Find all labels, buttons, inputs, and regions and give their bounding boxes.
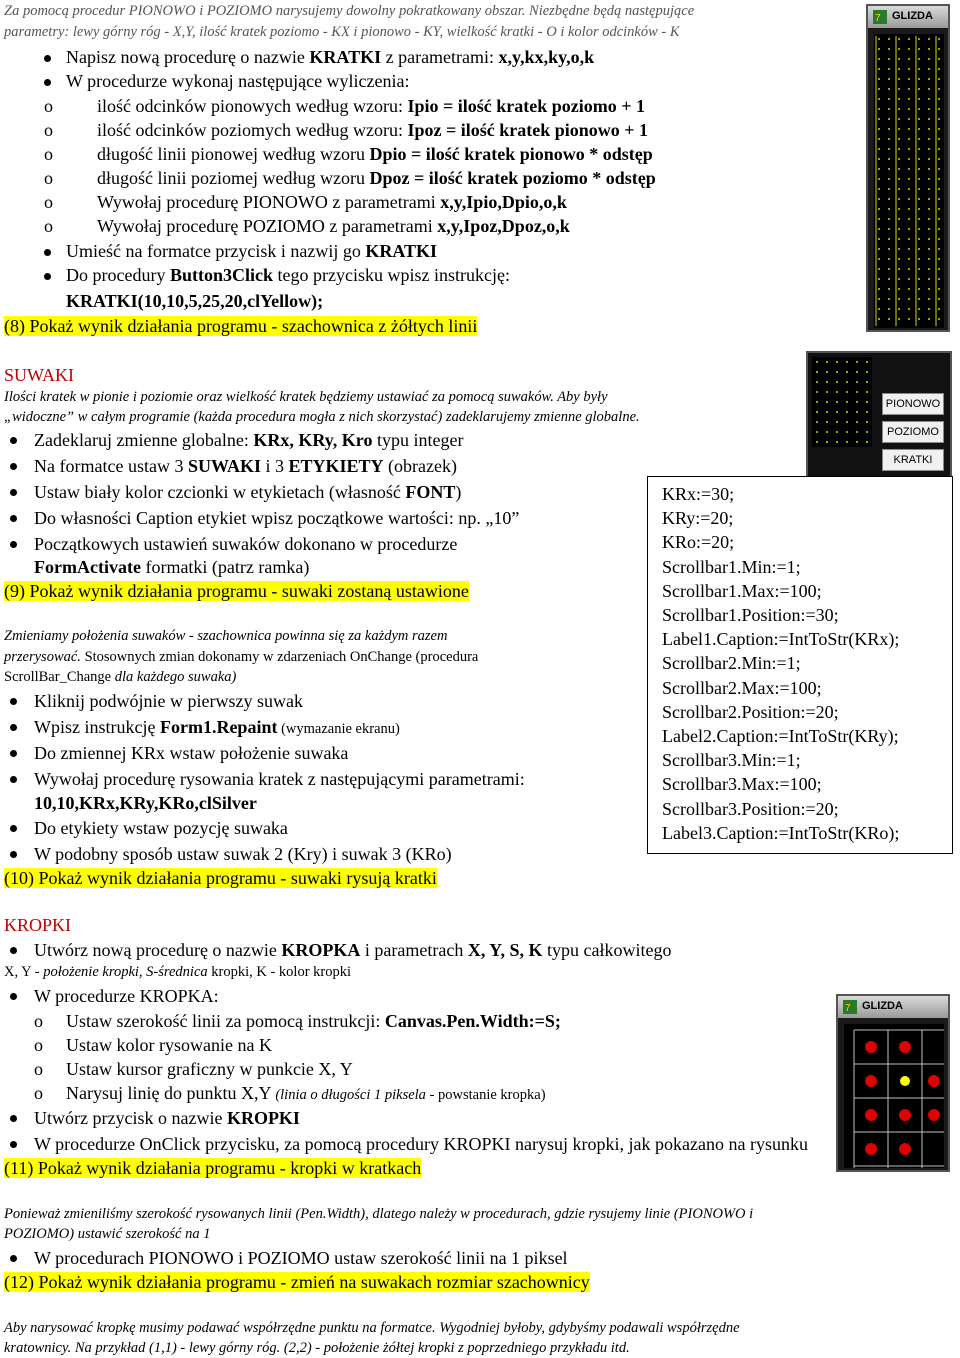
s3-result: (11) Pokaż wynik działania programu - kropki w kratkach [4,1158,422,1178]
s3-info-1: Ponieważ zmieniliśmy szerokość rysowanych linii (Pen.Width), dlatego należy w procedurach, gdzie rysujemy linie (PIONOWO i [4,1206,754,1222]
kropki-heading: KROPKI [4,915,72,935]
bullet-icon [44,273,51,280]
s1-sub-4: długość linii poziomej według wzoru Dpoz = ilość kratek poziomo * odstęp [97,168,656,188]
s3-sub-3: Ustaw kursor graficzny w punkcie X, Y [66,1059,353,1079]
s3-footer-2: kratownicy. Na przykład (1,1) - lewy górny róg. (2,2) - położenie żółtej kropki z poprzedniego przykładu itd. [4,1340,630,1356]
bullet-icon [10,993,17,1000]
s2-step-1: Kliknij podwójnie w pierwszy suwak [34,691,303,711]
bullet-icon [10,947,17,954]
s1-sub-1: ilość odcinków pionowych według wzoru: Ipio = ilość kratek poziomo + 1 [97,96,645,116]
s1-sub-3: długość linii pionowej według wzoru Dpio = ilość kratek pionowo * odstęp [97,144,653,164]
s2-note-1: Zmieniamy położenia suwaków - szachownica powinna się za każdym razem [4,628,448,644]
svg-text:7: 7 [875,13,881,24]
bullet-icon [44,55,51,62]
bullet-icon [10,1115,17,1122]
glizda-window [866,4,950,332]
code-line: KRo:=20; [662,532,735,553]
s3-item-5: W procedurach PIONOWO i POZIOMO ustaw szerokość linii na 1 piksel [34,1248,568,1268]
s1-item-3: Umieść na formatce przycisk i nazwij go KRATKI [66,241,438,261]
s3-note-1: X, Y - położenie kropki, S-średnica kropki, K - kolor kropki [4,964,352,980]
s2-note-2: przerysować. Stosownych zmian dokonamy w zdarzeniach OnChange (procedura [4,649,479,665]
s2-step-6: W podobny sposób ustaw suwak 2 (Kry) i suwak 3 (KRo) [34,844,452,864]
code-line: Label2.Caption:=IntToStr(KRy); [662,726,899,746]
code-line: Scrollbar1.Position:=30; [662,605,839,625]
bullet-icon [10,437,17,444]
s1-sub-2: ilość odcinków poziomych według wzoru: Ipoz = ilość kratek pionowo + 1 [97,120,648,140]
bullet-icon [10,825,17,832]
code-line: KRx:=30; [662,484,735,504]
code-line: Label3.Caption:=IntToStr(KRo); [662,822,900,843]
s2-item-3: Ustaw biały kolor czcionki w etykietach (własność FONT) [34,482,462,502]
s3-sub-4: Narysuj linię do punktu X,Y (linia o długości 1 piksela - powstanie kropka) [66,1083,546,1103]
code-line: Scrollbar3.Max:=100; [662,774,822,795]
s1-sub-6: Wywołaj procedurę POZIOMO z parametrami x,y,Ipoz,Dpoz,o,k [97,216,570,236]
s3-item-3: Utwórz przycisk o nazwie KROPKI [34,1108,300,1128]
s1-code: KRATKI(10,10,5,25,20,clYellow); [66,291,324,311]
dots-canvas [844,1024,944,1168]
glizda-dots-window [836,994,950,1172]
s2-item-2: Na formatce ustaw 3 SUWAKI i 3 ETYKIETY (obrazek) [34,456,457,476]
bullet-icon [10,489,17,496]
s2-item-4: Do własności Caption etykiet wpisz początkowe wartości: np. „10” [34,508,520,528]
bullet-icon [10,776,17,783]
window-title: GLIZDA [892,10,933,22]
code-line: Scrollbar3.Position:=20; [662,798,839,819]
s3-result-2: (12) Pokaż wynik działania programu - zmień na suwakach rozmiar szachownicy [4,1272,590,1292]
grid-canvas [874,34,944,328]
intro-line-1: Za pomocą procedur PIONOWO i POZIOMO narysujemy dowolny pokratkowany obszar. Niezbędne będą następujące [4,3,695,19]
bullet-icon [44,79,51,86]
s3-sub-1: Ustaw szerokość linii za pomocą instrukcji: Canvas.Pen.Width:=S; [66,1011,561,1031]
poziomo-button[interactable]: POZIOMO [882,421,944,443]
glizda-logo-icon [842,999,858,1015]
s2-intro-2: „widoczne” w całym programie (każda procedura mogła z nich skorzystać) zadeklarujemy zmienne globalne. [4,409,640,425]
bullet-icon [10,698,17,705]
code-line: Scrollbar1.Min:=1; [662,556,801,577]
glizda-logo-icon [872,9,888,25]
s3-item-4: W procedurze OnClick przycisku, za pomocą procedury KROPKI narysuj kropki, jak pokazano na rysunku [34,1134,808,1154]
bullet-icon [10,724,17,731]
bullet-icon [10,515,17,522]
s2-step-2: Wpisz instrukcję Form1.Repaint (wymazanie ekranu) [34,717,400,737]
s1-item-1: Napisz nową procedurę o nazwie KRATKI z parametrami: x,y,kx,ky,o,k [66,47,595,67]
s2-note-3: ScrollBar_Change dla każdego suwaka) [4,669,237,685]
bullet-icon [10,1141,17,1148]
window-title: GLIZDA [862,1000,903,1012]
s2-step-4-params: 10,10,KRx,KRy,KRo,clSilver [34,793,257,813]
pionowo-button[interactable]: PIONOWO [882,393,944,415]
code-line: Scrollbar3.Min:=1; [662,750,801,771]
s3-sub-2: Ustaw kolor rysowanie na K [66,1035,272,1055]
intro-line-2: parametry: lewy górny róg - X,Y, ilość kratek poziomo - KX i pionowo - KY, wielkość kratki - O i kolor odcinków - K [4,24,680,40]
s2-item-5b: FormActivate formatki (patrz ramka) [34,557,310,577]
code-line: KRy:=20; [662,508,734,529]
grid-canvas [812,357,872,447]
code-line: Scrollbar2.Max:=100; [662,677,822,698]
s3-item-2: W procedurze KROPKA: [34,986,219,1006]
bullet-icon [10,463,17,470]
bullet-icon [10,1255,17,1262]
s3-item-1: Utwórz nową procedurę o nazwie KROPKA i parametrach X, Y, S, K typu całkowitego [34,940,672,960]
code-line: Scrollbar2.Min:=1; [662,653,801,674]
s1-sub-5: Wywołaj procedurę PIONOWO z parametrami x,y,Ipio,Dpio,o,k [97,192,567,212]
s3-footer-1: Aby narysować kropkę musimy podawać współrzędne punktu na formatce. Wygodniej byłoby, gdybyśmy podawali współrzędne [4,1320,740,1336]
s2-item-5: Początkowych ustawień suwaków dokonano w procedurze [34,534,458,554]
s1-item-2: W procedurze wykonaj następujące wyliczenia: [66,71,410,91]
bullet-icon [44,249,51,256]
bullet-icon [10,750,17,757]
svg-text:7: 7 [845,1003,851,1014]
s2-result-2: (10) Pokaż wynik działania programu - suwaki rysują kratki [4,868,437,888]
code-line: Scrollbar2.Position:=20; [662,701,839,722]
s2-step-3: Do zmiennej KRx wstaw położenie suwaka [34,743,349,763]
kratki-button[interactable]: KRATKI [882,449,944,471]
code-line: Label1.Caption:=IntToStr(KRx); [662,629,900,650]
suwaki-heading: SUWAKI [4,365,74,385]
code-line: Scrollbar1.Max:=100; [662,580,822,601]
s2-result: (9) Pokaż wynik działania programu - suwaki zostaną ustawione [4,581,469,601]
bullet-icon [10,851,17,858]
s3-info-2: POZIOMO) ustawić szerokość na 1 [4,1226,211,1242]
s2-intro-1: Ilości kratek w pionie i poziomie oraz wielkość kratek będziemy ustawiać za pomocą suwaków. Aby były [4,389,608,405]
bullet-icon [10,541,17,548]
formactivate-code-box [647,476,953,854]
s2-step-5: Do etykiety wstaw pozycję suwaka [34,818,288,838]
s1-result: (8) Pokaż wynik działania programu - szachownica z żółtych linii [4,316,478,336]
s1-item-4: Do procedury Button3Click tego przycisku wpisz instrukcję: [66,265,510,285]
s2-step-4: Wywołaj procedurę rysowania kratek z następującymi parametrami: [34,769,525,789]
s2-item-1: Zadeklaruj zmienne globalne: KRx, KRy, Kro typu integer [34,430,464,450]
